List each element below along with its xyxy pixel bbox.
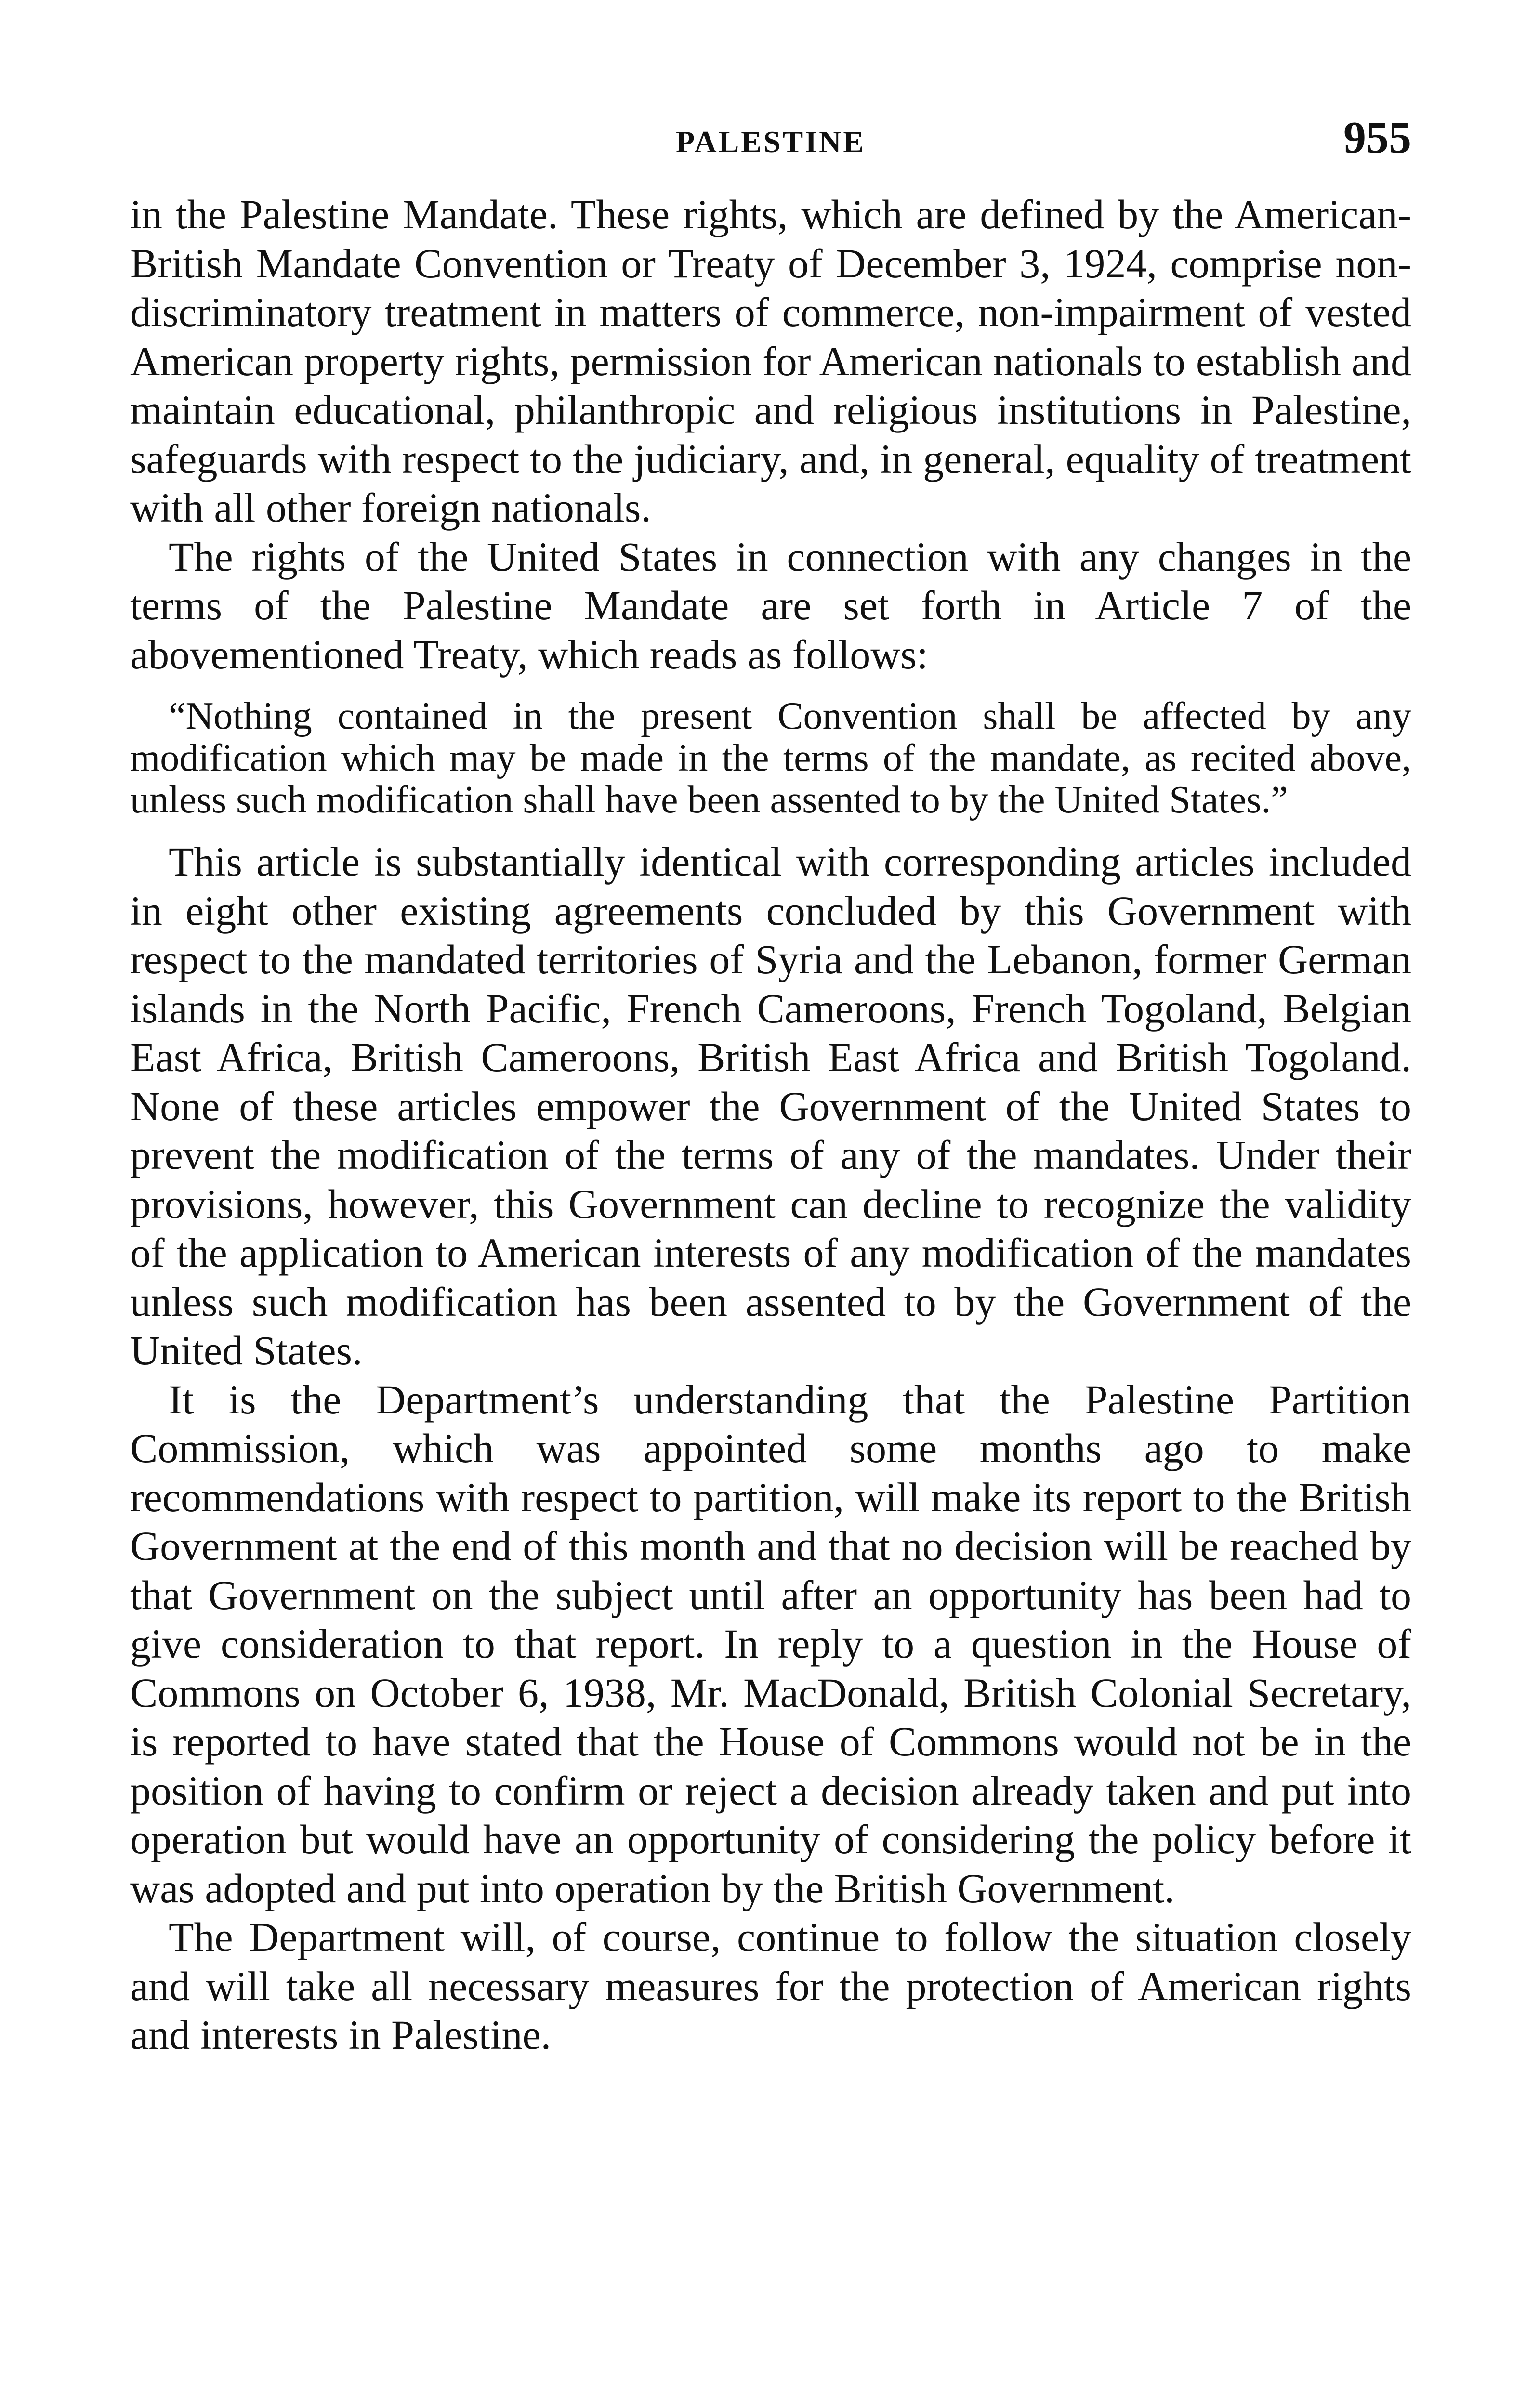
running-head xyxy=(130,112,1411,170)
body-text xyxy=(130,190,1411,2060)
paragraph-continued: in the Palestine Mandate. These rights, which are defined by the American-British Mandate Convention or Treaty of December 3, 1924, comprise non-discriminatory treatment in matters of commerce, non-impairment of vested American property rights, permission for American nationals to establish and maintain educational, philanthropic and religious institutions in Palestine, safeguards with respect to the judiciary, and, in general, equality of treatment with all other foreign nationals. xyxy=(130,191,1411,531)
paragraph: The rights of the United States in connection with any changes in the terms of the Palestine Mandate are set forth in Article 7 of the abovementioned Treaty, which reads as follows: xyxy=(130,533,1411,678)
paragraph: It is the Department’s understanding that the Palestine Partition Commission, which was appointed some months ago to make recommendations with respect to partition, will make its report to the British Government at the end of this month and that no decision will be reached by that Government on the subject until after an opportunity has been had to give consideration to that report. In reply to a question in the House of Commons on October 6, 1938, Mr. MacDonald, British Colonial Secretary, is reported to have stated that the House of Commons would not be in the position of having to confirm or reject a decision already taken and put into operation but would have an opportunity of considering the policy before it was adopted and put into operation by the British Government. xyxy=(130,1376,1411,1911)
page-number: 955 xyxy=(1343,113,1411,163)
paragraph: This article is substantially identical with corresponding articles included in eight other existing agreements concluded by this Government with respect to the mandated territories of Syria and the Lebanon, former German islands in the North Pacific, French Cameroons, French Togoland, Belgian East Africa, British Cameroons, British East Africa and British Togoland. None of these articles empower the Government of the United States to prevent the modification of the terms of any of the mandates. Under their provisions, however, this Government can decline to recognize the validity of the application to American interests of any modification of the mandates unless such modification has been assented to by the Government of the United States. xyxy=(130,838,1411,1374)
block-quote: “Nothing contained in the present Convention shall be affected by any modification which may be made in the terms of the mandate, as recited above, unless such modification shall have been assented to by the United States.” xyxy=(130,695,1411,821)
running-title: PALESTINE xyxy=(675,125,866,159)
paragraph: The Department will, of course, continue to follow the situation closely and will take all necessary measures for the protection of American rights and interests in Palestine. xyxy=(130,1914,1411,2058)
